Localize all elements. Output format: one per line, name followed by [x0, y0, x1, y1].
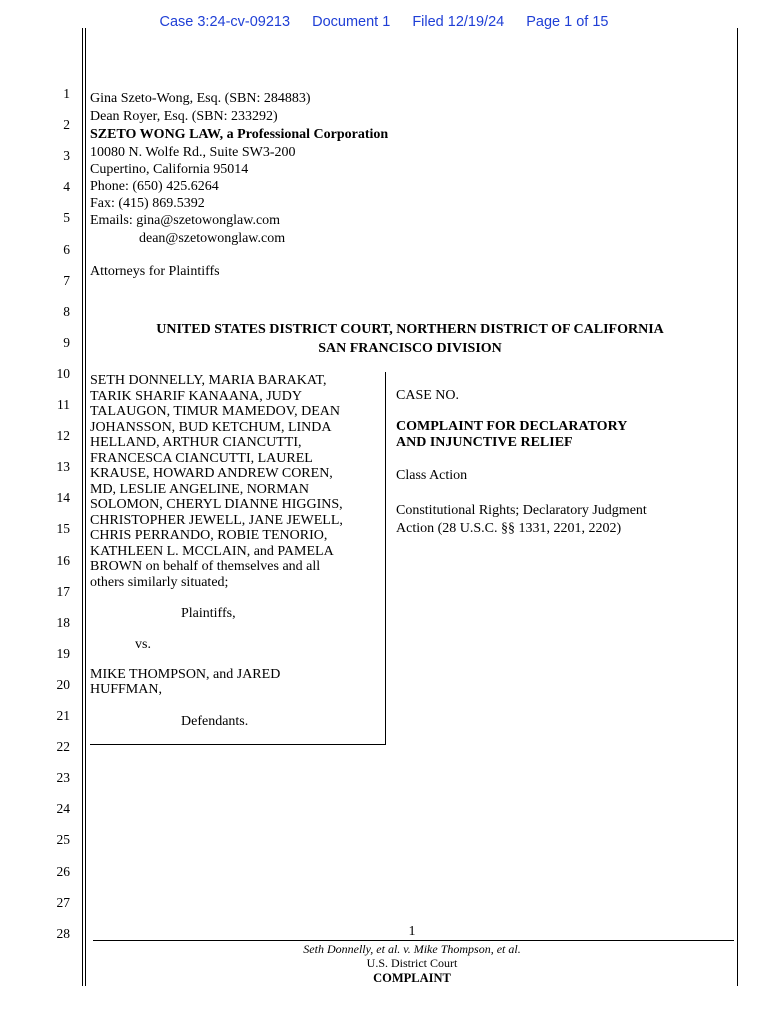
plaintiff-line: BROWN on behalf of themselves and all: [90, 559, 321, 574]
attorneys-for: Attorneys for Plaintiffs: [90, 264, 220, 279]
line-number: 5: [63, 210, 70, 226]
attorney-line-1: Gina Szeto-Wong, Esq. (SBN: 284883): [90, 91, 311, 106]
left-margin-line-outer: [82, 28, 83, 986]
left-margin-line-inner: [85, 28, 86, 986]
document-title-line-2: AND INJUNCTIVE RELIEF: [396, 435, 573, 450]
attorney-line-2: Dean Royer, Esq. (SBN: 233292): [90, 109, 278, 124]
line-number: 3: [63, 148, 70, 164]
rights-line-1: Constitutional Rights; Declaratory Judgment: [396, 503, 647, 518]
line-number: 16: [56, 552, 70, 568]
rights-line-2: Action (28 U.S.C. §§ 1331, 2201, 2202): [396, 521, 622, 536]
court-name: UNITED STATES DISTRICT COURT, NORTHERN DISTRICT OF CALIFORNIA: [156, 322, 664, 337]
line-number: 2: [63, 117, 70, 133]
line-number: 22: [56, 739, 70, 755]
plaintiffs-label: Plaintiffs,: [181, 606, 236, 621]
plaintiff-line: JOHANSSON, BUD KETCHUM, LINDA: [90, 419, 332, 435]
footer-court: U.S. District Court: [366, 956, 458, 970]
document-title-line-1: COMPLAINT FOR DECLARATORY: [396, 419, 628, 434]
line-number: 23: [56, 770, 70, 786]
versus: vs.: [135, 637, 151, 652]
plaintiff-line: KATHLEEN L. MCCLAIN, and PAMELA: [90, 543, 334, 559]
defendants-line-2: HUFFMAN,: [90, 682, 162, 697]
line-number: 1: [63, 86, 70, 101]
plaintiff-line: TALAUGON, TIMUR MAMEDOV, DEAN: [90, 404, 340, 419]
plaintiff-line: SETH DONNELLY, MARIA BARAKAT,: [90, 373, 327, 388]
defendants-label: Defendants.: [181, 714, 249, 729]
line-number: 19: [56, 645, 70, 661]
page-number: 1: [408, 924, 416, 939]
line-number: 25: [56, 832, 70, 848]
caption-divider-horizontal: [90, 744, 386, 745]
case-no-label: CASE NO.: [396, 388, 460, 403]
plaintiff-line: MD, LESLIE ANGELINE, NORMAN: [90, 481, 309, 497]
line-number: 26: [56, 863, 70, 879]
line-number: 21: [56, 708, 70, 723]
fax-number: Fax: (415) 869.5392: [90, 196, 205, 211]
line-number: 12: [56, 428, 70, 444]
law-firm-name: SZETO WONG LAW, a Professional Corporation: [90, 127, 389, 142]
line-number: 28: [56, 925, 70, 941]
address-line-2: Cupertino, California 95014: [90, 162, 249, 177]
line-number: 9: [63, 334, 70, 350]
class-action-label: Class Action: [396, 468, 468, 483]
line-number: 15: [56, 521, 70, 537]
plaintiff-line: CHRISTOPHER JEWELL, JANE JEWELL,: [90, 512, 343, 528]
footer-doc-type: COMPLAINT: [373, 971, 451, 985]
email-line-2: dean@szetowonglaw.com: [139, 231, 286, 246]
line-number: 13: [56, 459, 70, 475]
line-number: 14: [56, 490, 70, 506]
address-line-1: 10080 N. Wolfe Rd., Suite SW3-200: [90, 145, 296, 160]
document-number-stamp: Document 1: [312, 14, 391, 30]
case-number-stamp: Case 3:24-cv-09213: [159, 14, 291, 30]
line-number: 4: [63, 179, 70, 195]
filing-header: [0, 14, 768, 30]
line-number: 24: [56, 801, 70, 817]
plaintiff-line: SOLOMON, CHERYL DIANNE HIGGINS,: [90, 497, 343, 512]
line-number: 7: [63, 272, 70, 288]
plaintiff-line: TARIK SHARIF KANAANA, JUDY: [90, 388, 302, 404]
plaintiff-line: HELLAND, ARTHUR CIANCUTTI,: [90, 435, 302, 450]
email-line-1: Emails: gina@szetowonglaw.com: [90, 213, 281, 228]
line-number: 10: [56, 365, 70, 381]
page-count-stamp: Page 1 of 15: [526, 14, 609, 30]
phone-number: Phone: (650) 425.6264: [90, 179, 219, 194]
defendants-line-1: MIKE THOMPSON, and JARED: [90, 667, 281, 682]
line-number: 8: [63, 303, 70, 319]
footer-case-name: Seth Donnelly, et al. v. Mike Thompson, et al.: [303, 942, 521, 956]
plaintiff-line: KRAUSE, HOWARD ANDREW COREN,: [90, 466, 333, 481]
caption-divider-vertical: [385, 372, 386, 745]
line-number: 17: [56, 583, 70, 599]
plaintiff-line: others similarly situated;: [90, 574, 229, 590]
footer-rule: [93, 940, 734, 941]
plaintiff-line: CHRIS PERRANDO, ROBIE TENORIO,: [90, 528, 328, 543]
right-margin-line: [737, 28, 738, 986]
line-number: 18: [56, 614, 70, 630]
plaintiff-line: FRANCESCA CIANCUTTI, LAUREL: [90, 450, 313, 466]
line-number: 6: [63, 241, 70, 257]
filed-date-stamp: Filed 12/19/24: [412, 14, 505, 30]
line-number: 27: [56, 894, 70, 910]
court-division: SAN FRANCISCO DIVISION: [318, 341, 502, 356]
line-number: 20: [56, 676, 70, 692]
line-number: 11: [57, 397, 70, 412]
